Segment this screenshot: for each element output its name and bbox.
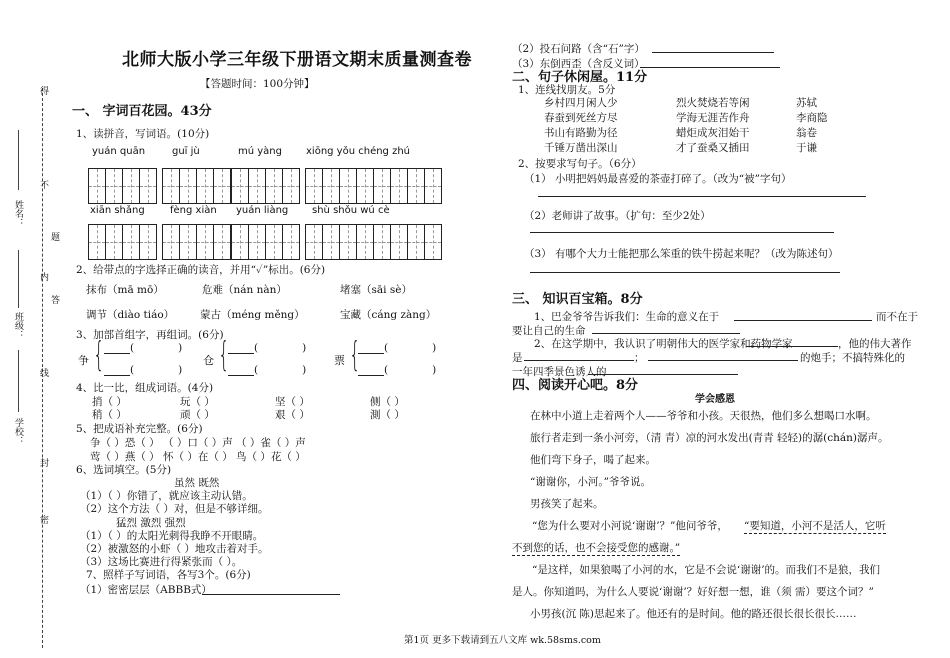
margin-char: 得 bbox=[38, 86, 48, 95]
writing-grid[interactable] bbox=[162, 224, 231, 260]
page-title: 北师大版小学三年级下册语文期末质量测查卷 bbox=[122, 50, 472, 70]
pinyin: xiōng yǒu chéng zhú bbox=[306, 146, 411, 157]
q4-item[interactable]: 捎（ ） bbox=[92, 396, 127, 408]
q6-prompt: 6、选词填空。(5分) bbox=[76, 464, 172, 476]
answer-line[interactable] bbox=[202, 594, 340, 595]
reading-choice[interactable]: 调节（diào tiáo） bbox=[86, 309, 175, 321]
s3-text: 1、巴金爷爷告诉我们：生命的意义在于 bbox=[534, 311, 720, 323]
margin-char: 内 bbox=[38, 272, 48, 281]
s2q1-prompt: 1、连线找朋友。5分 bbox=[518, 84, 616, 96]
story-paragraph: “谢谢你，小河。”爷爷说。 bbox=[530, 476, 651, 488]
answer-line[interactable] bbox=[746, 346, 838, 347]
pinyin: fèng xiàn bbox=[170, 205, 217, 216]
story-paragraph: 男孩笑了起来。 bbox=[530, 498, 604, 510]
reading-choice[interactable]: 堵塞（sāi sè） bbox=[340, 284, 412, 296]
school-field-line[interactable] bbox=[18, 350, 19, 412]
writing-grid[interactable] bbox=[231, 168, 300, 204]
underlined-sentence[interactable]: 不到您的话，也不会接受您的感谢。” bbox=[512, 542, 681, 554]
q4-item[interactable]: 測（ ） bbox=[370, 409, 405, 421]
answer-line[interactable] bbox=[640, 67, 780, 68]
q5-row[interactable]: 莺（ ）燕（ ） 怀（ ）在（ ） 鸟（ ）花（ ） bbox=[90, 451, 306, 463]
s3-text: 要让自己的生命 bbox=[512, 325, 586, 337]
answer-line[interactable] bbox=[648, 360, 798, 361]
q4-item[interactable]: 侧（ ） bbox=[370, 396, 405, 408]
answer-line[interactable] bbox=[524, 360, 634, 361]
section-4-heading: 四、阅读开心吧。8分 bbox=[512, 378, 639, 393]
answer-line[interactable] bbox=[652, 52, 774, 53]
poet-name[interactable]: 翁卷 bbox=[796, 127, 817, 139]
s3-text: ，他的伟大著作 bbox=[838, 338, 912, 350]
poet-name[interactable]: 李商隐 bbox=[796, 112, 828, 124]
story-paragraph: 小男孩(沉 陈)思起来了。他还有的是时间。他的路还很长很长很长…… bbox=[530, 608, 857, 620]
answer-line[interactable] bbox=[734, 320, 872, 321]
margin-char: 密 bbox=[38, 515, 48, 524]
q2-prompt: 2、给带点的字选择正确的读音，并用“✓”标出。(6分) bbox=[76, 264, 326, 276]
poem-line[interactable]: 烈火焚烧若等闲 bbox=[676, 97, 750, 109]
q3-prompt: 3、加部首组字，再组词。(6分) bbox=[76, 329, 224, 341]
pinyin: guī jù bbox=[172, 146, 200, 157]
section-1-heading: 一、 字词百花园。43分 bbox=[72, 104, 212, 119]
q6-words: 虽然 既然 bbox=[174, 477, 220, 489]
pinyin: yuán liàng bbox=[236, 205, 289, 216]
s2-sentence: （3） 有哪个大力士能把那么笨重的铁牛捞起来呢？（改为陈述句） bbox=[524, 248, 839, 260]
poem-line[interactable]: 乡村四月闲人少 bbox=[544, 97, 618, 109]
brace-icon: { bbox=[93, 335, 105, 375]
name-field-line[interactable] bbox=[18, 130, 19, 190]
q3-blank[interactable]: ( ) bbox=[358, 364, 436, 376]
q7-item: （1）密密层层（ABBB式） bbox=[80, 584, 212, 596]
reading-choice[interactable]: 抹布（mā mō） bbox=[86, 284, 164, 296]
q3-blank[interactable]: ( ) bbox=[104, 364, 182, 376]
writing-grid[interactable] bbox=[305, 168, 442, 204]
q4-item[interactable]: 顽（ ） bbox=[180, 409, 215, 421]
poem-line[interactable]: 学海无涯苦作舟 bbox=[676, 112, 750, 124]
s3-text: 而不在于 bbox=[876, 311, 918, 323]
q3-blank[interactable]: ( ) bbox=[104, 342, 182, 354]
answer-line[interactable] bbox=[592, 333, 740, 334]
story-paragraph: 旅行者走到一条小河旁，（清 青）凉的河水发出(青青 轻轻)的潺(chán)潺声。 bbox=[530, 432, 889, 444]
section-2-heading: 二、句子休闲屋。11分 bbox=[512, 70, 648, 85]
underlined-sentence[interactable]: “要知道，小河不是活人，它听 bbox=[744, 520, 886, 532]
margin-char: 答 bbox=[49, 295, 59, 304]
r-item: （2）投石问路（含“石”字） bbox=[512, 43, 645, 55]
story-paragraph: 是人。你知道吗，为什么人要说‘谢谢’？好好想一想，谁（须 需）要这个词？” bbox=[512, 586, 874, 598]
answer-line[interactable] bbox=[538, 196, 866, 197]
story-title: 学会感恩 bbox=[695, 394, 735, 405]
pinyin: xiān shǎng bbox=[90, 205, 145, 216]
s3-text: 的炮手；不搞特殊化的 bbox=[800, 352, 905, 364]
s2-sentence: （2）老师讲了故事。（扩句：至少2处） bbox=[524, 210, 711, 222]
s3-text: 2、在这学期中，我认识了明朝伟大的医学家和药物学家 bbox=[534, 338, 793, 350]
writing-grid[interactable] bbox=[162, 168, 231, 204]
q3-blank[interactable]: ( ) bbox=[228, 342, 306, 354]
q6-sentence[interactable]: （2）被激怒的小虾（ ）地攻击着对手。 bbox=[80, 543, 269, 555]
margin-char: 题 bbox=[49, 232, 59, 241]
q3-char: 仓 bbox=[203, 354, 214, 367]
s2-sentence: （1） 小明把妈妈最喜爱的茶壶打碎了。（改为“被”字句） bbox=[524, 173, 792, 185]
page-footer: 第1页 更多下载请到五八文库 wk.58sms.com bbox=[404, 635, 601, 646]
s3-text: 一年四季景色诱人的 bbox=[512, 366, 607, 378]
school-field-label: 学校： bbox=[13, 418, 23, 445]
q4-item[interactable]: 坚（ ） bbox=[275, 396, 310, 408]
reading-choice[interactable]: 蒙古（méng měng） bbox=[200, 309, 305, 321]
writing-grid[interactable] bbox=[305, 224, 442, 260]
writing-grid[interactable] bbox=[88, 168, 157, 204]
pinyin: yuán quān bbox=[92, 146, 146, 157]
q6-sentence[interactable]: （1）（ ）你错了，就应该主动认错。 bbox=[80, 490, 253, 502]
margin-char: 不 bbox=[38, 180, 48, 189]
poet-name[interactable]: 苏轼 bbox=[796, 97, 817, 109]
q5-row[interactable]: 争（ ）恐（ ） （ ）口（ ）声 （ ）雀（ ）声 bbox=[90, 437, 306, 449]
poem-line[interactable]: 蜡炬成灰泪始干 bbox=[676, 127, 750, 139]
q1-prompt: 1、读拼音，写词语。(10分) bbox=[76, 128, 210, 140]
pinyin: shù shǒu wú cè bbox=[312, 205, 390, 216]
poem-line[interactable]: 春蚕到死丝方尽 bbox=[544, 112, 618, 124]
writing-grid[interactable] bbox=[231, 224, 300, 260]
margin-char: 线 bbox=[38, 368, 48, 377]
story-paragraph: 在林中小道上走着两个人——爷爷和小孩。天很热，他们多么想喝口水啊。 bbox=[530, 410, 877, 422]
q4-item[interactable]: 艰（ ） bbox=[275, 409, 310, 421]
reading-choice[interactable]: 宝藏（cáng zàng） bbox=[340, 309, 437, 321]
q6-words: 猛烈 激烈 强烈 bbox=[116, 517, 186, 529]
margin-char: 封 bbox=[38, 458, 48, 467]
poem-line[interactable]: 书山有路勤为径 bbox=[544, 127, 618, 139]
brace-icon: { bbox=[349, 335, 361, 375]
q6-sentence[interactable]: （1）（ ）的太阳光刺得我睁不开眼睛。 bbox=[80, 530, 264, 542]
q4-prompt: 4、比一比，组成词语。(4分) bbox=[76, 382, 214, 394]
q5-prompt: 5、把成语补充完整。(6分) bbox=[76, 423, 203, 435]
q4-item[interactable]: 玩（ ） bbox=[180, 396, 215, 408]
poem-line[interactable]: 千锤万凿出深山 bbox=[544, 142, 618, 154]
s3-text: ； bbox=[634, 352, 645, 364]
q4-item[interactable]: 稍（ ） bbox=[92, 409, 127, 421]
q3-blank[interactable]: ( ) bbox=[228, 364, 306, 376]
q3-char: 争 bbox=[78, 354, 89, 367]
s3-text: 是 bbox=[512, 352, 523, 364]
brace-icon: { bbox=[218, 335, 230, 375]
writing-grid[interactable] bbox=[88, 224, 157, 260]
answer-time: 【答题时间：100分钟】 bbox=[200, 78, 315, 90]
r-item: （3）东倒西歪（含反义词） bbox=[512, 58, 645, 70]
story-paragraph: “是这样，如果狼喝了小河的水，它是不会说‘谢谢’的。而我们不是狼，我们 bbox=[532, 564, 881, 576]
answer-line[interactable] bbox=[530, 232, 834, 233]
s2q2-prompt: 2、按要求写句子。（6分） bbox=[518, 158, 642, 170]
q6-sentence[interactable]: （3）这场比赛进行得紧张而（ ）。 bbox=[80, 556, 243, 568]
story-paragraph: 他们弯下身子，喝了起来。 bbox=[530, 454, 656, 466]
poem-line[interactable]: 才了蚕桑又插田 bbox=[676, 142, 750, 154]
class-field-line[interactable] bbox=[18, 250, 19, 308]
name-field-label: 姓名： bbox=[13, 200, 23, 227]
q3-blank[interactable]: ( ) bbox=[358, 342, 436, 354]
pinyin: mú yàng bbox=[238, 146, 282, 157]
story-paragraph: “您为什么要对小河说‘谢谢’？”他问爷爷， bbox=[532, 520, 728, 532]
q7-prompt: 7、照样子写词语，各写3个。(6分) bbox=[86, 569, 251, 581]
q6-sentence[interactable]: （2）这个方法（ ）对，但是不够详细。 bbox=[80, 503, 269, 515]
poet-name[interactable]: 于谦 bbox=[796, 142, 817, 154]
class-field-label: 班级： bbox=[13, 312, 23, 339]
q3-char: 票 bbox=[334, 354, 345, 367]
answer-line[interactable] bbox=[530, 272, 840, 273]
section-3-heading: 三、 知识百宝箱。8分 bbox=[512, 292, 643, 307]
reading-choice[interactable]: 危难（nán nàn） bbox=[202, 284, 287, 296]
